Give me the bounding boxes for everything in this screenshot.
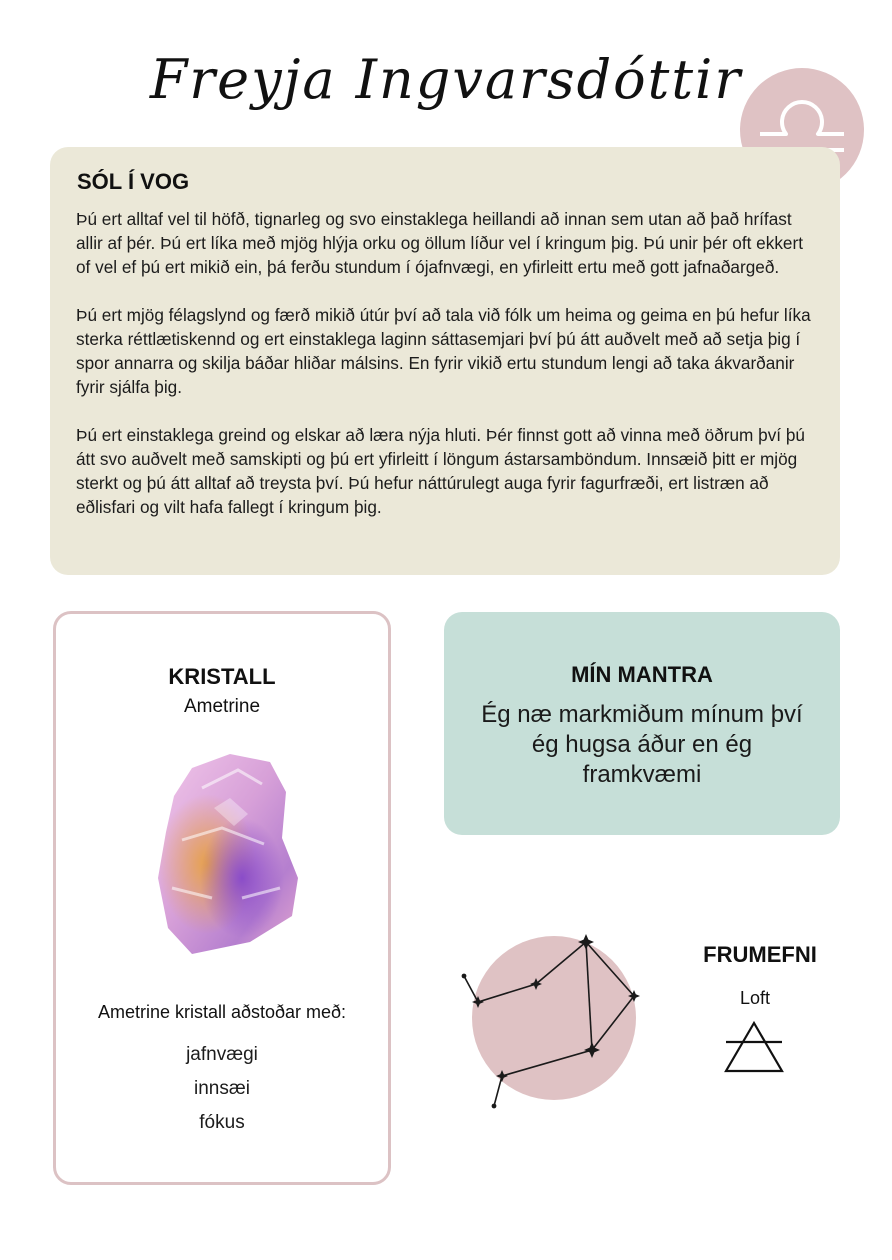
- sun-paragraph: Þú ert mjög félagslynd og færð mikið útúr því að tala við fólk um heima og geima en þú hefur líka sterka réttlætiskennd og ert einstaklega laginn sáttasemjari því þú átt auðvelt með að setja þig í spor annarra og skilja báðar hliðar málsins. En fyrir vikið ertu stundum lengi að taka ákvarðanir fyrir sjálfa þig.: [76, 305, 811, 397]
- page-title: Freyja Ingvarsdóttir: [149, 48, 743, 111]
- element-name: Loft: [739, 988, 771, 1008]
- crystal-helps-label: Ametrine kristall aðstoðar með:: [97, 1002, 347, 1022]
- sun-sign-heading: SÓL Í VOG: [77, 169, 190, 194]
- air-element-icon: [722, 1020, 786, 1076]
- crystal-benefits-list: [56, 1038, 388, 1140]
- sun-paragraph: Þú ert alltaf vel til höfð, tignarleg og svo einstaklega heillandi að innan sem utan að það hrífast allir af þér. Þú ert líka með mjög hlýja orku og öllum líður vel í kringum þig. Þú unir þér oft ekkert of vel ef þú ert mikið ein, þá ferðu stundum í ójafnvægi, en yfirleitt ertu með gott jafnaðargeð.: [76, 209, 803, 277]
- ametrine-crystal-image: [152, 748, 302, 958]
- list-item: innsæi: [194, 1078, 250, 1099]
- mantra-heading: MÍN MANTRA: [571, 662, 713, 687]
- list-item: jafnvægi: [186, 1044, 258, 1065]
- libra-constellation-icon: [450, 928, 650, 1118]
- sun-sign-section: [50, 147, 840, 575]
- mantra-card: [444, 612, 840, 835]
- list-item: fókus: [199, 1112, 245, 1133]
- element-heading: FRUMEFNI: [703, 942, 817, 967]
- crystal-name: Ametrine: [183, 696, 261, 717]
- mantra-text: Ég næ markmiðum mínum því ég hugsa áður en ég framkvæmi: [481, 701, 803, 788]
- crystal-heading: KRISTALL: [168, 664, 276, 689]
- crystal-card: [53, 611, 391, 1185]
- sun-paragraph: Þú ert einstaklega greind og elskar að læra nýja hluti. Þér finnst gott að vinna með öðrum því þú átt svo auðvelt með samskipti og þú ert yfirleitt í löngum ástarsamböndum. Innsæið þitt er mjög sterkt og þú átt alltaf að treysta því. Þú hefur náttúrulegt auga fyrir fagurfræði, ert listræn að eðlisfari og vilt hafa fallegt í kringum þig.: [76, 425, 805, 517]
